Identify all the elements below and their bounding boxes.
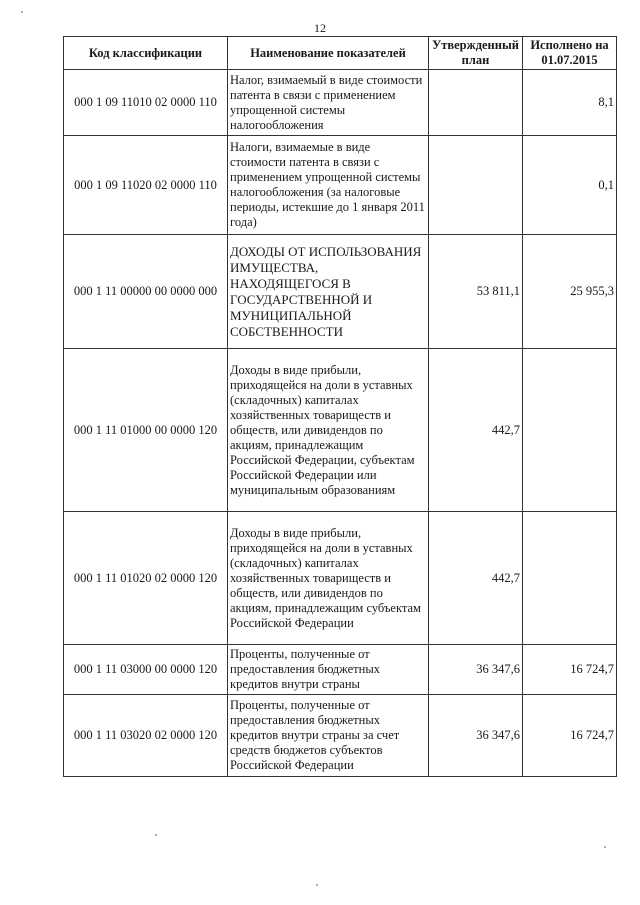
row-plan: 36 347,6 [429,695,523,777]
table-row [64,349,617,512]
row-done: 0,1 [523,136,617,235]
header-done: Исполнено на 01.07.2015 [523,37,617,70]
row-code: 000 1 11 01020 02 0000 120 [64,512,228,645]
scan-speck [604,846,606,848]
row-done: 8,1 [523,70,617,136]
table-row [64,512,617,645]
row-done [523,512,617,645]
row-plan: 442,7 [429,349,523,512]
row-code: 000 1 11 03020 02 0000 120 [64,695,228,777]
row-code: 000 1 09 11020 02 0000 110 [64,136,228,235]
row-name: ДОХОДЫ ОТ ИСПОЛЬЗОВАНИЯ ИМУЩЕСТВА, НАХОДЯЩЕГОСЯ В ГОСУДАРСТВЕННОЙ И МУНИЦИПАЛЬНОЙ СОБСТВЕННОСТИ [228,235,429,349]
table-row [64,645,617,695]
row-plan [429,70,523,136]
row-plan: 53 811,1 [429,235,523,349]
row-name: Налоги, взимаемые в виде стоимости патента в связи с применением упрощенной системы налогообложения (за налоговые периоды, истекшие до 1 января 2011 года) [228,136,429,235]
scan-speck [155,834,157,836]
header-name: Наименование показателей [228,37,429,70]
table-row [64,695,617,777]
row-code: 000 1 11 01000 00 0000 120 [64,349,228,512]
row-name: Доходы в виде прибыли, приходящейся на доли в уставных (складочных) капиталах хозяйственных товариществ и обществ, или дивидендов по акциям, принадлежащим Российской Федерации, субъектам Российской Федерации или муниципальным образованиям [228,349,429,512]
table-row [64,235,617,349]
scan-speck [21,11,23,13]
row-plan: 36 347,6 [429,645,523,695]
row-done: 25 955,3 [523,235,617,349]
row-done [523,349,617,512]
row-plan: 442,7 [429,512,523,645]
row-done: 16 724,7 [523,695,617,777]
scan-speck [316,884,318,886]
table-row [64,70,617,136]
row-code: 000 1 09 11010 02 0000 110 [64,70,228,136]
row-name: Проценты, полученные от предоставления бюджетных кредитов внутри страны [228,645,429,695]
row-name: Доходы в виде прибыли, приходящейся на доли в уставных (складочных) капиталах хозяйственных товариществ и обществ, или дивидендов по акциям, принадлежащим субъектам Российской Федерации [228,512,429,645]
table-header-row [64,37,617,70]
header-code: Код классификации [64,37,228,70]
revenue-table [63,36,617,777]
row-code: 000 1 11 00000 00 0000 000 [64,235,228,349]
row-done: 16 724,7 [523,645,617,695]
row-plan [429,136,523,235]
row-name: Налог, взимаемый в виде стоимости патента в связи с применением упрощенной системы налогообложения [228,70,429,136]
row-code: 000 1 11 03000 00 0000 120 [64,645,228,695]
table-row [64,136,617,235]
row-name: Проценты, полученные от предоставления бюджетных кредитов внутри страны за счет средств бюджетов субъектов Российской Федерации [228,695,429,777]
header-plan: Утвержденный план [429,37,523,70]
page-number: 12 [314,21,326,35]
